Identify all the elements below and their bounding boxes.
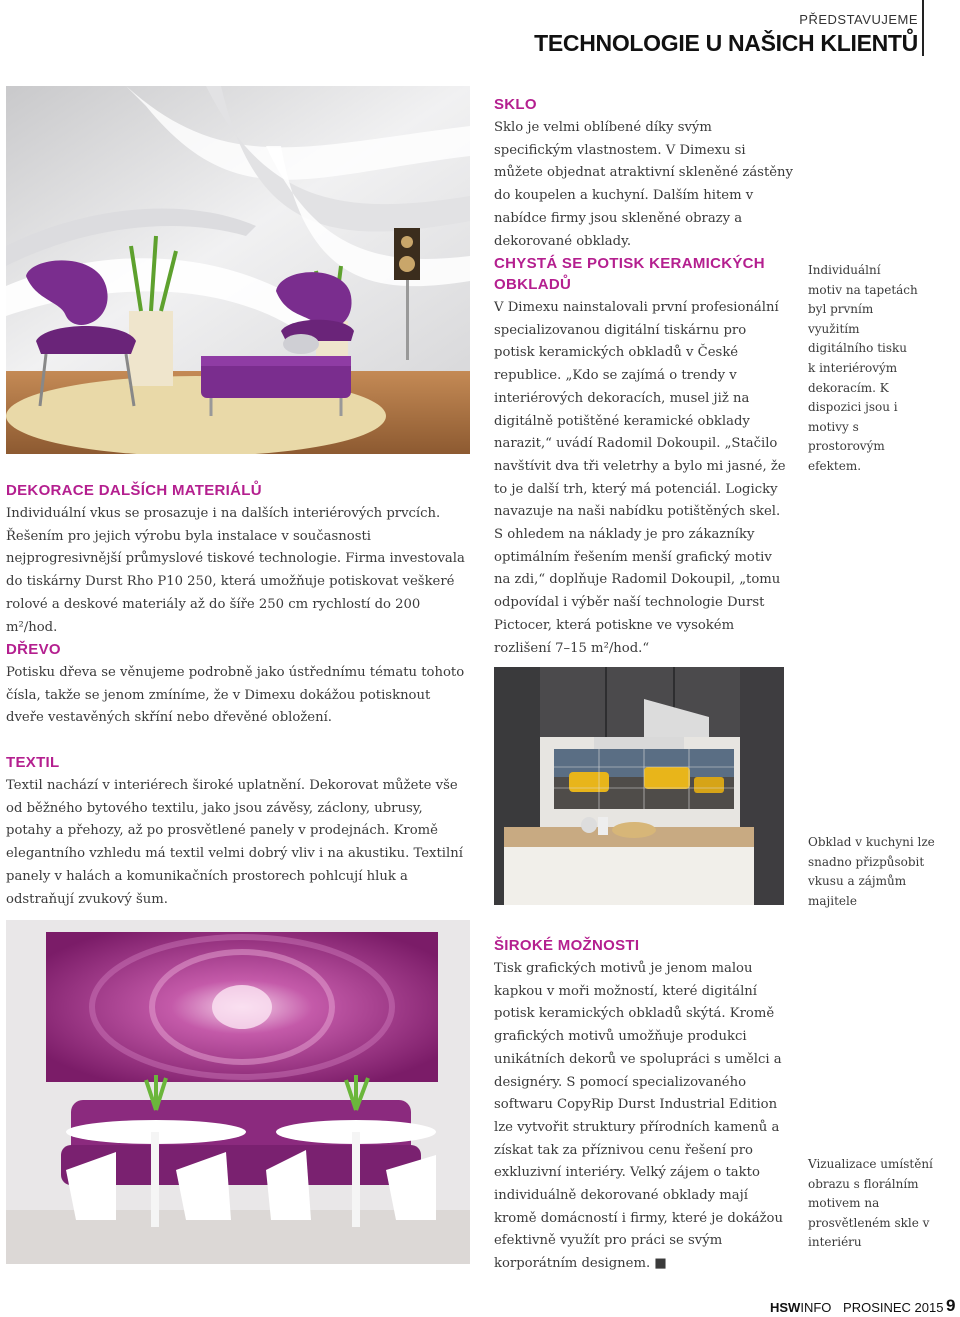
footer-brand	[770, 1300, 943, 1315]
section-sklo	[494, 94, 794, 253]
section-heading: SKLO	[494, 96, 537, 113]
section-dekorace	[6, 480, 471, 639]
section-heading: DŘEVO	[6, 641, 61, 658]
section-heading: TEXTIL	[6, 754, 60, 771]
page-number: 9	[946, 1296, 956, 1315]
header-divider	[922, 0, 924, 56]
section-heading: ŠIROKÉ MOŽNOSTI	[494, 937, 640, 954]
wallpaper-photo	[6, 86, 470, 454]
brand-rest: INFO	[800, 1300, 832, 1315]
caption-wallpaper: Individuální motiv na tapetách byl prvním využitím digitálního tisku k interiérovým dekoracím. K dispozici jsou i motivy s prostorovým efektem.	[808, 263, 918, 473]
section-heading: CHYSTÁ SE POTISK KERAMICKÝCH OBKLADŮ	[494, 255, 765, 293]
issue-label: PROSINEC 2015	[843, 1300, 944, 1315]
section-body: Textil nachází v interiérech široké uplatnění. Dekorovat můžete vše od běžného bytového textilu, jako jsou závěsy, záclony, ubrusy, potahy a přehozy, až po prosvětlené panely v prodejnách. Kromě elegantního vzhledu má textil velmi dobrý vliv i na akustiku. Textilní panely v halách a komunikačních prostorech pohlcují hluk a odstraňují zvukový šum.	[6, 778, 463, 907]
caption-kitchen: Obklad v kuchyni lze snadno přizpůsobit vkusu a zájmům majitele	[808, 835, 935, 908]
page-title: TECHNOLOGIE U NAŠICH KLIENTŮ	[534, 30, 918, 56]
section-textil	[6, 752, 471, 911]
section-keramika	[494, 253, 786, 660]
section-body: Sklo je velmi oblíbené díky svým specifickým vlastnostem. V Dimexu si můžete objednat atraktivní skleněné zástěny do koupelen a kuchyní. Dalším hitem v nabídce firmy jsou skleněné obrazy a dekorované obklady.	[494, 120, 793, 249]
section-body: Tisk grafických motivů je jenom malou kapkou v moři možností, které digitální potisk keramických obkladů skýtá. Kromě grafických motivů umožňuje produkci unikátních dekorů ve spolupráci s umělci a designéry. S pomocí specializovaného softwaru CopyRip Durst Industrial Edition lze vytvořit strukturу přírodních kamenů a získat tak za příznivou cenu řešení pro exkluzivní interiéry. Velký zájem o takto individuálně dekorované obklady mají kromě domácností i firmy, které je dokážou efektivně využít pro práci se svým korporátním designem. ■	[494, 961, 783, 1272]
section-body: Potisku dřeva se věnujeme podrobně jako ústřednímu tématu tohoto čísla, takže se jenom zmíníme, že v Dimexu dokážou potisknout dveře vestavěných skříní nebo dřevěné obložení.	[6, 665, 465, 726]
section-body: Individuální vkus se prosazuje i na dalších interiérových prvcích. Řešením pro jejich výrobu byla instalace v současnosti nejprogresivnější průmyslové tiskové technologie. Firma investovala do tiskárny Durst Rho P10 250, která umožňuje potiskovat veškeré rolové a deskové materiály až do šíře 250 cm rychlostí do 200 m²/hod.	[6, 506, 465, 635]
section-heading: DEKORACE DALŠÍCH MATERIÁLŮ	[6, 482, 262, 499]
flower-photo	[6, 920, 470, 1264]
section-kicker: PŘEDSTAVUJEME	[799, 12, 918, 27]
section-drevo	[6, 639, 471, 730]
section-body: V Dimexu nainstalovali první profesionální specializovanou digitální tiskárnu pro potisk keramických obkladů v České republice. „Kdo se zajímá o trendy v interiérových dekoracích, musel již na digitálně potištěné keramické obklady narazit,“ uvádí Radomil Dokoupil. „Stačilo navštívit dva tři veletrhy a bylo mi jasné, že to je další trh, který má potenciál. Logicky navazuje na naši nabídku potištěných skel. S ohledem na náklady je pro zákazníky optimálním řešením menší grafický motiv na zdi,“ doplňuje Radomil Dokoupil, „tomu odpovídal i výběr naší technologie Durst Pictocer, která potiskne ve vysokém rozlišení 7–15 m²/hod.“	[494, 300, 786, 656]
brand-bold: HSW	[770, 1300, 801, 1315]
section-moznosti	[494, 935, 786, 1276]
kitchen-photo	[494, 667, 784, 905]
caption-flower: Vizualizace umístění obrazu s florálním motivem na prosvětleném skle v interiéru	[808, 1157, 933, 1250]
